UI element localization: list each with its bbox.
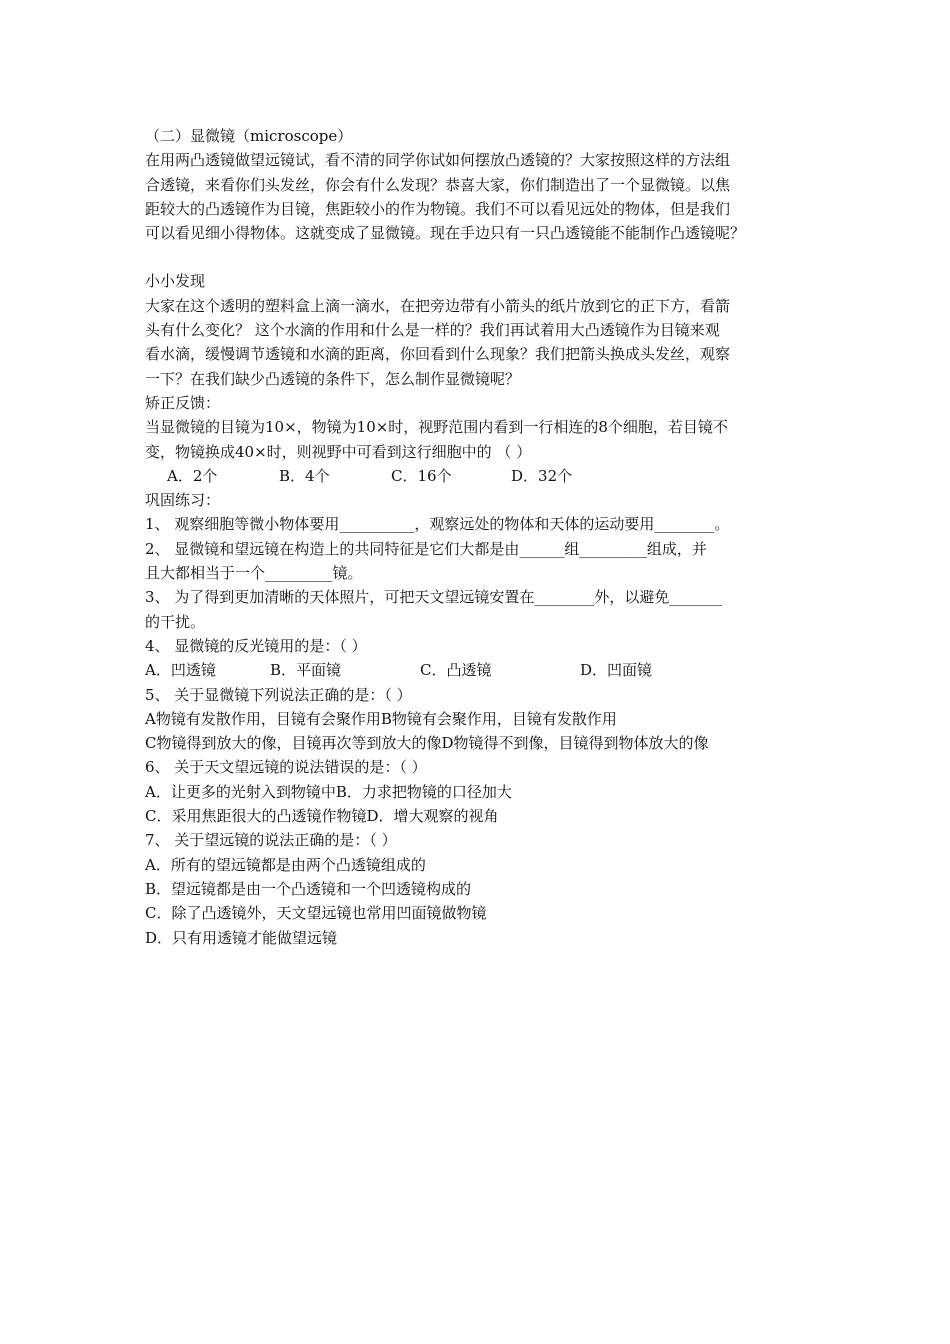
document-body [145,124,825,950]
option-d: D．凹面镜 [580,661,653,680]
option-c: C．凸透镜 [420,661,492,680]
question-line: B．望远镜都是由一个凸透镜和一个凹透镜构成的 [145,879,472,898]
question-line: 1、 观察细胞等微小物体要用__________，观察远处的物体和天体的运动要用________。 [145,515,730,534]
question-line: 2、 显微镜和望远镜在构造上的共同特征是它们大都是由______组_________组成，并 [145,539,707,558]
practice-title: 巩固练习： [145,491,221,510]
discovery-title: 小小发现 [145,272,206,291]
intro-line: 合透镜，来看你们头发丝，你会有什么发现？恭喜大家，你们制造出了一个显微镜。以焦 [145,175,731,194]
question-line: 3、 为了得到更加清晰的天体照片，可把天文望远镜安置在________外，以避免_______ [145,588,722,607]
intro-line: 距较大的凸透镜作为目镜，焦距较小的作为物镜。我们不可以看见远处的物体，但是我们 [145,199,731,218]
question-line: A．让更多的光射入到物镜中B．力求把物镜的口径加大 [145,782,512,801]
option-b: B．平面镜 [270,661,342,680]
discovery-line: 大家在这个透明的塑料盒上滴一滴水，在把旁边带有小箭头的纸片放到它的正下方，看箭 [145,296,731,315]
feedback-title: 矫正反馈： [145,393,221,412]
question-line: 4、 显微镜的反光镜用的是：（ ） [145,636,367,655]
question-line: 5、 关于显微镜下列说法正确的是：（ ） [145,685,412,704]
question-line: A．所有的望远镜都是由两个凸透镜组成的 [145,855,426,874]
option-a: A．2个 [167,466,218,485]
blank-line [145,245,825,269]
option-c: C．16个 [391,466,452,485]
option-a: A．凹透镜 [145,661,216,680]
question-line: C物镜得到放大的像，目镜再次等到放大的像D物镜得不到像，目镜得到物体放大的像 [145,734,709,753]
question-line: C．除了凸透镜外，天文望远镜也常用凹面镜做物镜 [145,904,487,923]
question-line: 的干扰。 [145,612,206,631]
question-line: D．只有用透镜才能做望远镜 [145,928,338,947]
question-line: 且大都相当于一个_________镜。 [145,564,363,583]
discovery-line: 一下？在我们缺少凸透镜的条件下，怎么制作显微镜呢？ [145,369,521,388]
section-title: （二）显微镜（microscope） [145,127,353,145]
intro-line: 在用两凸透镜做望远镜试，看不清的同学你试如何摆放凸透镜的？大家按照这样的方法组 [145,151,731,170]
question-line: A物镜有发散作用，目镜有会聚作用B物镜有会聚作用，目镜有发散作用 [145,709,617,728]
question-line: 7、 关于望远镜的说法正确的是：（ ） [145,831,397,850]
intro-line: 可以看见细小得物体。这就变成了显微镜。现在手边只有一只凸透镜能不能制作凸透镜呢？ [145,224,746,243]
feedback-line: 变，物镜换成40×时，则视野中可看到这行细胞中的 （ ） [145,442,532,461]
q4-options [145,658,825,682]
option-d: D．32个 [511,466,573,485]
feedback-options [145,464,825,488]
question-line: C．采用焦距很大的凸透镜作物镜D．增大观察的视角 [145,807,499,826]
question-line: 6、 关于天文望远镜的说法错误的是：（ ） [145,758,427,777]
discovery-line: 看水滴，缓慢调节透镜和水滴的距离，你回看到什么现象？我们把箭头换成头发丝，观察 [145,345,731,364]
feedback-line: 当显微镜的目镜为10×，物镜为10×时，视野范围内看到一行相连的8个细胞，若目镜不 [145,418,728,437]
discovery-line: 头有什么变化？ 这个水滴的作用和什么是一样的？我们再试着用大凸透镜作为目镜来观 [145,321,720,340]
option-b: B．4个 [279,466,330,485]
